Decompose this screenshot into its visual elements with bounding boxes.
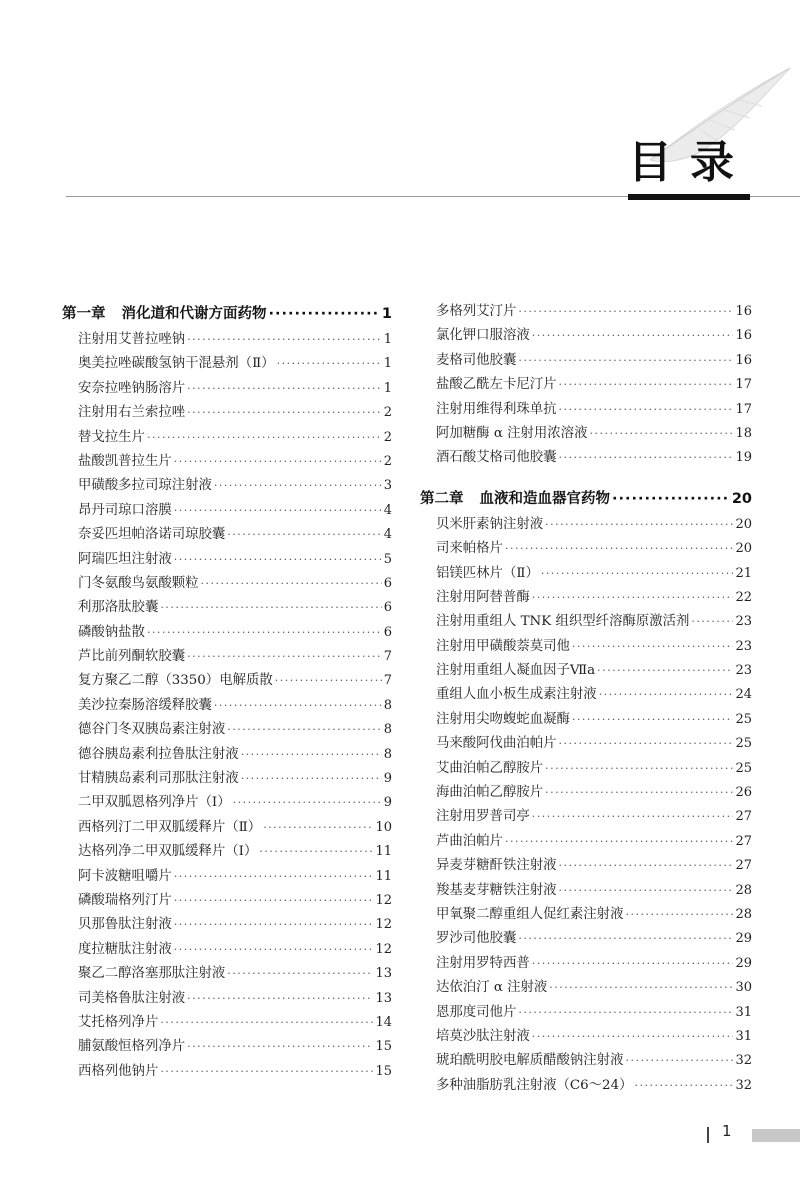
toc-entry[interactable] — [436, 927, 752, 951]
dot-leader — [187, 987, 373, 1011]
entry-page: 12 — [375, 892, 392, 908]
page-edge-tab — [752, 1129, 800, 1142]
dot-leader — [545, 781, 733, 805]
page-number: 1 — [722, 1122, 732, 1140]
dot-leader — [187, 328, 382, 352]
dot-leader — [559, 854, 734, 878]
entry-text: 磷酸瑞格列汀片 — [78, 892, 172, 908]
toc-entry[interactable] — [78, 401, 392, 425]
entry-page: 2 — [383, 405, 392, 421]
toc-entry[interactable] — [78, 352, 392, 376]
dot-leader — [612, 485, 730, 513]
dot-leader — [625, 903, 733, 927]
entry-page: 25 — [735, 711, 752, 727]
toc-entry[interactable] — [78, 694, 392, 718]
dot-leader — [241, 743, 382, 767]
entry-text: 盐酸乙酰左卡尼汀片 — [436, 377, 557, 393]
dot-leader — [597, 659, 733, 683]
entry-text: 奈妥匹坦帕洛诺司琼胶囊 — [78, 527, 226, 543]
entry-text: 司美格鲁肽注射液 — [78, 990, 186, 1006]
dot-leader — [559, 373, 734, 397]
entry-page: 21 — [735, 565, 752, 581]
toc-entry[interactable] — [436, 879, 752, 903]
toc-left-column — [62, 300, 392, 1084]
entry-page: 31 — [735, 1028, 752, 1044]
toc-entry[interactable] — [436, 732, 752, 756]
entry-page: 11 — [375, 844, 392, 860]
entry-page: 14 — [375, 1014, 392, 1030]
entry-page: 7 — [383, 673, 392, 689]
toc-entry[interactable] — [436, 446, 752, 470]
dot-leader — [214, 474, 382, 498]
entry-page: 23 — [735, 663, 752, 679]
dot-leader — [160, 1011, 373, 1035]
entry-page: 7 — [383, 649, 392, 665]
toc-entry[interactable] — [78, 377, 392, 401]
entry-text: 恩那度司他片 — [436, 1004, 517, 1020]
toc-entry[interactable] — [436, 398, 752, 422]
entry-page: 23 — [735, 614, 752, 630]
toc-entry[interactable] — [78, 865, 392, 889]
toc-entry[interactable] — [78, 523, 392, 547]
entry-page: 11 — [375, 868, 392, 884]
page-number-separator — [707, 1127, 709, 1143]
entry-text: 贝那鲁肽注射液 — [78, 917, 172, 933]
entry-text: 甘精胰岛素利司那肽注射液 — [78, 771, 239, 787]
toc-entry[interactable] — [436, 562, 752, 586]
toc-entry[interactable] — [78, 499, 392, 523]
toc-entry[interactable] — [78, 474, 392, 498]
toc-entry[interactable] — [78, 962, 392, 986]
entry-page: 13 — [375, 990, 392, 1006]
entry-page: 20 — [735, 541, 752, 557]
entry-list-continued — [436, 300, 752, 471]
dot-leader — [518, 349, 733, 373]
entry-text: 马来酸阿伐曲泊帕片 — [436, 736, 557, 752]
toc-entry[interactable] — [436, 683, 752, 707]
entry-text: 盐酸凯普拉生片 — [78, 453, 172, 469]
toc-entry[interactable] — [436, 537, 752, 561]
toc-entry[interactable] — [78, 450, 392, 474]
entry-text: 西格列他钠片 — [78, 1063, 159, 1079]
entry-list — [436, 513, 752, 1098]
dot-leader — [505, 830, 734, 854]
toc-entry[interactable] — [78, 1060, 392, 1084]
dot-leader — [227, 718, 381, 742]
entry-page: 8 — [383, 697, 392, 713]
toc-entry[interactable] — [436, 610, 752, 634]
toc-entry[interactable] — [436, 1049, 752, 1073]
entry-page: 16 — [735, 304, 752, 319]
entry-text: 安奈拉唑钠肠溶片 — [78, 380, 186, 396]
toc-entry[interactable] — [436, 708, 752, 732]
entry-text: 注射用重组人凝血因子Ⅶa — [436, 663, 596, 679]
dot-leader — [518, 300, 733, 324]
entry-text: 西格列汀二甲双胍缓释片（Ⅱ） — [78, 819, 262, 835]
entry-text: 昂丹司琼口溶膜 — [78, 502, 172, 518]
entry-page: 32 — [735, 1077, 752, 1093]
dot-leader — [214, 694, 382, 718]
entry-page: 27 — [735, 858, 752, 874]
toc-entry[interactable] — [78, 718, 392, 742]
entry-page: 17 — [735, 377, 752, 393]
toc-entry[interactable] — [436, 1025, 752, 1049]
dot-leader — [187, 645, 382, 669]
toc-entry[interactable] — [78, 621, 392, 645]
entry-page: 28 — [735, 906, 752, 922]
page-title: 目录 — [628, 137, 752, 188]
dot-leader — [174, 913, 374, 937]
entry-page: 24 — [735, 687, 752, 703]
toc-entry[interactable] — [78, 596, 392, 620]
entry-text: 注射用阿替普酶 — [436, 589, 530, 605]
chapter-page: 1 — [381, 306, 392, 322]
dot-leader — [625, 1049, 733, 1073]
chapter-name: 血液和造血器官药物 — [479, 490, 610, 507]
entry-text: 酒石酸艾格司他胶囊 — [436, 450, 557, 466]
dot-leader — [160, 596, 381, 620]
chapter-gap — [420, 471, 752, 485]
dot-leader — [691, 610, 733, 634]
toc-entry[interactable] — [78, 816, 392, 840]
entry-page: 6 — [383, 600, 392, 616]
dot-leader — [545, 757, 733, 781]
entry-page: 5 — [383, 551, 392, 567]
chapter-name: 消化道和代谢方面药物 — [121, 306, 267, 322]
chapter-heading[interactable] — [420, 485, 752, 513]
entry-text: 注射用右兰索拉唑 — [78, 405, 186, 421]
dot-leader — [599, 683, 734, 707]
dot-leader — [635, 1074, 734, 1098]
dot-leader — [187, 1035, 373, 1059]
dot-leader — [541, 562, 734, 586]
entry-text: 艾曲泊帕乙醇胺片 — [436, 760, 544, 776]
entry-page: 8 — [383, 746, 392, 762]
entry-text: 阿瑞匹坦注射液 — [78, 551, 172, 567]
toc-entry[interactable] — [78, 791, 392, 815]
entry-page: 1 — [383, 332, 392, 347]
entry-page: 12 — [375, 917, 392, 933]
toc-entry[interactable] — [436, 781, 752, 805]
toc-entry[interactable] — [436, 976, 752, 1000]
dot-leader — [174, 450, 382, 474]
entry-text: 门冬氨酸鸟氨酸颗粒 — [78, 575, 199, 591]
entry-text: 多种油脂肪乳注射液（C6～24） — [436, 1077, 633, 1093]
toc-entry[interactable] — [78, 669, 392, 693]
entry-page: 2 — [383, 429, 392, 445]
entry-text: 复方聚乙二醇（3350）电解质散 — [78, 673, 273, 689]
toc-entry[interactable] — [436, 373, 752, 397]
toc-entry[interactable] — [78, 426, 392, 450]
dot-leader — [174, 865, 374, 889]
dot-leader — [227, 962, 373, 986]
entry-text: 注射用维得利珠单抗 — [436, 401, 557, 417]
toc-entry[interactable] — [436, 903, 752, 927]
entry-text: 艾托格列净片 — [78, 1014, 159, 1030]
dot-leader — [160, 1060, 373, 1084]
toc-entry[interactable] — [78, 840, 392, 864]
entry-page: 9 — [383, 795, 392, 811]
entry-text: 贝米肝素钠注射液 — [436, 516, 544, 532]
entry-page: 22 — [735, 589, 752, 605]
entry-page: 27 — [735, 809, 752, 825]
entry-text: 磷酸钠盐散 — [78, 624, 145, 640]
dot-leader — [147, 426, 382, 450]
dot-leader — [559, 879, 734, 903]
entry-text: 芦比前列酮软胶囊 — [78, 649, 186, 665]
dot-leader — [269, 300, 380, 328]
dot-leader — [518, 1001, 733, 1025]
dot-leader — [233, 791, 382, 815]
entry-text: 达依泊汀 α 注射液 — [436, 980, 548, 996]
toc-entry[interactable] — [436, 635, 752, 659]
entry-text: 替戈拉生片 — [78, 429, 145, 445]
entry-text: 聚乙二醇洛塞那肽注射液 — [78, 966, 226, 982]
toc-entry[interactable] — [78, 743, 392, 767]
chapter-heading[interactable] — [62, 300, 392, 328]
toc-entry[interactable] — [436, 952, 752, 976]
entry-text: 甲磺酸多拉司琼注射液 — [78, 478, 212, 494]
dot-leader — [259, 840, 373, 864]
entry-page: 29 — [735, 955, 752, 971]
entry-page: 15 — [375, 1039, 392, 1055]
entry-page: 10 — [375, 819, 392, 835]
entry-page: 13 — [375, 966, 392, 982]
toc-right-column — [420, 300, 752, 1098]
dot-leader — [532, 586, 734, 610]
dot-leader — [532, 952, 734, 976]
entry-text: 注射用尖吻蝮蛇血凝酶 — [436, 711, 570, 727]
dot-leader — [174, 499, 382, 523]
entry-text: 注射用罗特西普 — [436, 955, 530, 971]
entry-text: 利那洛肽胶囊 — [78, 600, 159, 616]
toc-entry[interactable] — [78, 987, 392, 1011]
entry-page: 25 — [735, 736, 752, 752]
entry-page: 1 — [383, 380, 392, 396]
chapter-label: 第一章 — [62, 306, 106, 322]
dot-leader — [532, 324, 734, 348]
toc-entry[interactable] — [436, 805, 752, 829]
entry-text: 琥珀酰明胶电解质醋酸钠注射液 — [436, 1053, 624, 1069]
entry-text: 注射用罗普司亭 — [436, 809, 530, 825]
toc-entry[interactable] — [78, 1011, 392, 1035]
dot-leader — [589, 422, 733, 446]
toc-entry[interactable] — [78, 938, 392, 962]
entry-text: 铝镁匹林片（Ⅱ） — [436, 565, 539, 581]
toc-entry[interactable] — [436, 1001, 752, 1025]
dot-leader — [241, 767, 382, 791]
entry-page: 17 — [735, 401, 752, 417]
entry-page: 9 — [383, 771, 392, 787]
entry-page: 2 — [383, 453, 392, 469]
entry-text: 甲氧聚二醇重组人促红素注射液 — [436, 906, 624, 922]
toc-entry[interactable] — [78, 572, 392, 596]
entry-text: 奥美拉唑碳酸氢钠干混悬剂（Ⅱ） — [78, 356, 275, 372]
entry-page: 30 — [735, 980, 752, 996]
entry-page: 16 — [735, 352, 752, 368]
entry-page: 27 — [735, 833, 752, 849]
entry-page: 23 — [735, 638, 752, 654]
entry-page: 6 — [383, 575, 392, 591]
dot-leader — [559, 732, 734, 756]
entry-text: 多格列艾汀片 — [436, 304, 517, 319]
chapter-page: 20 — [731, 490, 752, 507]
dot-leader — [147, 621, 382, 645]
toc-entry[interactable] — [436, 830, 752, 854]
entry-text: 二甲双胍恩格列净片（Ⅰ） — [78, 795, 231, 811]
entry-text: 异麦芽糖酐铁注射液 — [436, 858, 557, 874]
entry-text: 培莫沙肽注射液 — [436, 1028, 530, 1044]
entry-page: 4 — [383, 527, 392, 543]
entry-text: 脯氨酸恒格列净片 — [78, 1039, 186, 1055]
entry-text: 德谷门冬双胰岛素注射液 — [78, 722, 226, 738]
toc-entry[interactable] — [436, 513, 752, 537]
toc-entry[interactable] — [436, 586, 752, 610]
dot-leader — [572, 635, 734, 659]
toc-entry[interactable] — [436, 854, 752, 878]
entry-list — [78, 328, 392, 1084]
dot-leader — [532, 805, 734, 829]
dot-leader — [187, 377, 382, 401]
toc-entry[interactable] — [436, 422, 752, 446]
dot-leader — [275, 669, 382, 693]
entry-text: 美沙拉秦肠溶缓释胶囊 — [78, 697, 212, 713]
toc-entry[interactable] — [78, 889, 392, 913]
entry-page: 4 — [383, 502, 392, 518]
dot-leader — [187, 401, 382, 425]
toc-entry[interactable] — [78, 1035, 392, 1059]
toc-entry[interactable] — [78, 645, 392, 669]
toc-entry[interactable] — [436, 659, 752, 683]
entry-page: 18 — [735, 425, 752, 441]
dot-leader — [532, 1025, 734, 1049]
entry-page: 28 — [735, 882, 752, 898]
entry-page: 29 — [735, 931, 752, 947]
entry-page: 25 — [735, 760, 752, 776]
dot-leader — [559, 446, 734, 470]
title-underline-bar — [628, 194, 750, 200]
entry-text: 德谷胰岛素利拉鲁肽注射液 — [78, 746, 239, 762]
dot-leader — [277, 352, 382, 376]
entry-text: 度拉糖肽注射液 — [78, 941, 172, 957]
entry-page: 8 — [383, 722, 392, 738]
entry-text: 麦格司他胶囊 — [436, 352, 517, 368]
toc-entry[interactable] — [78, 767, 392, 791]
dot-leader — [518, 927, 733, 951]
dot-leader — [227, 523, 381, 547]
entry-text: 阿卡波糖咀嚼片 — [78, 868, 172, 884]
toc-entry[interactable] — [436, 349, 752, 373]
entry-text: 阿加糖酶 α 注射用浓溶液 — [436, 425, 588, 441]
entry-text: 芦曲泊帕片 — [436, 833, 503, 849]
dot-leader — [174, 889, 374, 913]
dot-leader — [263, 816, 373, 840]
toc-entry[interactable] — [436, 324, 752, 348]
entry-text: 氯化钾口服溶液 — [436, 328, 530, 344]
entry-text: 注射用艾普拉唑钠 — [78, 332, 186, 347]
toc-entry[interactable] — [78, 913, 392, 937]
dot-leader — [174, 548, 382, 572]
entry-text: 海曲泊帕乙醇胺片 — [436, 785, 544, 801]
entry-page: 20 — [735, 516, 752, 532]
dot-leader — [201, 572, 382, 596]
entry-text: 达格列净二甲双胍缓释片（Ⅰ） — [78, 844, 258, 860]
entry-page: 6 — [383, 624, 392, 640]
toc-entry[interactable] — [78, 328, 392, 352]
entry-page: 3 — [383, 478, 392, 494]
entry-page: 31 — [735, 1004, 752, 1020]
toc-entry[interactable] — [78, 548, 392, 572]
dot-leader — [559, 398, 734, 422]
dot-leader — [572, 708, 734, 732]
entry-page: 15 — [375, 1063, 392, 1079]
entry-page: 26 — [735, 785, 752, 801]
entry-text: 注射用甲磺酸萘莫司他 — [436, 638, 570, 654]
entry-page: 12 — [375, 941, 392, 957]
entry-text: 罗沙司他胶囊 — [436, 931, 517, 947]
dot-leader — [549, 976, 733, 1000]
entry-page: 19 — [735, 450, 752, 466]
toc-entry[interactable] — [436, 300, 752, 324]
entry-text: 羧基麦芽糖铁注射液 — [436, 882, 557, 898]
chapter-label: 第二章 — [420, 490, 464, 507]
entry-page: 1 — [383, 356, 392, 372]
dot-leader — [545, 513, 733, 537]
toc-entry[interactable] — [436, 1074, 752, 1098]
toc-entry[interactable] — [436, 757, 752, 781]
entry-text: 重组人血小板生成素注射液 — [436, 687, 597, 703]
dot-leader — [505, 537, 734, 561]
entry-text: 注射用重组人 TNK 组织型纤溶酶原激活剂 — [436, 614, 690, 630]
entry-page: 32 — [735, 1053, 752, 1069]
entry-page: 16 — [735, 328, 752, 344]
entry-text: 司来帕格片 — [436, 541, 503, 557]
dot-leader — [174, 938, 374, 962]
